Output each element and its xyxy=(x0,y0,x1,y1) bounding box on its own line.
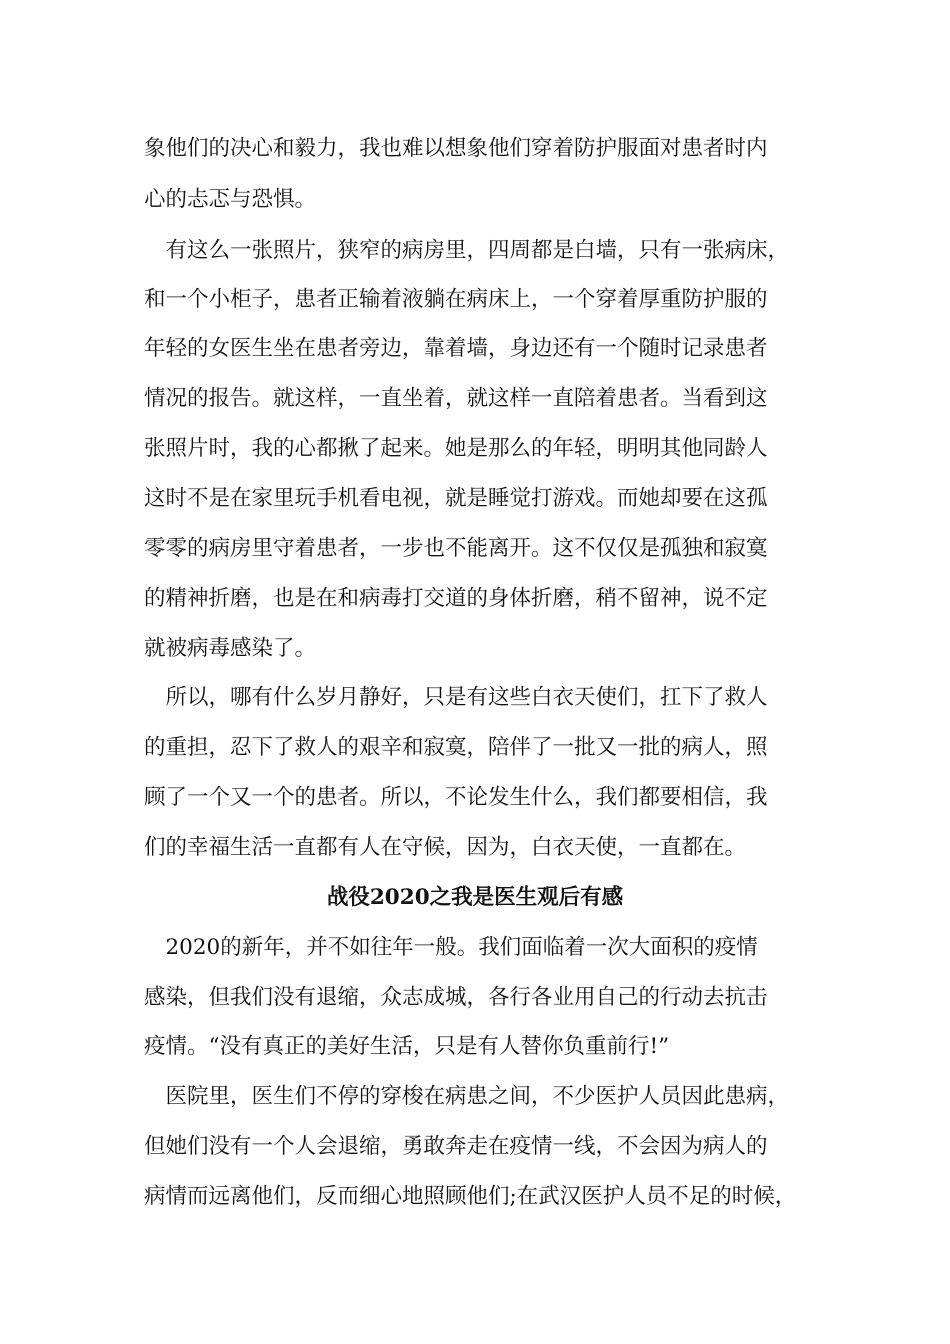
text-line: 年轻的女医生坐在患者旁边，靠着墙，身边还有一个随时记录患者 xyxy=(144,336,768,361)
text-line: 零零的病房里守着患者，一步也不能离开。这不仅仅是孤独和寂寞 xyxy=(144,536,768,561)
text-line: 就被病毒感染了。 xyxy=(144,636,317,661)
text-line: 的重担，忍下了救人的艰辛和寂寞，陪伴了一批又一批的病人，照 xyxy=(144,735,768,760)
text-line: 情况的报告。就这样，一直坐着，就这样一直陪着患者。当看到这 xyxy=(144,386,768,411)
text-line: 顾了一个又一个的患者。所以，不论发生什么，我们都要相信，我 xyxy=(144,785,768,810)
text-line: 象他们的决心和毅力，我也难以想象他们穿着防护服面对患者时内 xyxy=(144,136,768,161)
section-title: 战役2020之我是医生观后有感 xyxy=(326,885,624,910)
text-line: 张照片时，我的心都揪了起来。她是那么的年轻，明明其他同龄人 xyxy=(144,436,768,461)
text-line: 有这么一张照片，狭窄的病房里，四周都是白墙，只有一张病床， xyxy=(144,238,790,263)
text-line: 所以，哪有什么岁月静好，只是有这些白衣天使们，扛下了救人 xyxy=(144,685,768,710)
text-line: 病情而远离他们，反而细心地照顾他们;在武汉医护人员不足的时候， xyxy=(144,1184,797,1209)
text-line: 这时不是在家里玩手机看电视，就是睡觉打游戏。而她却要在这孤 xyxy=(144,486,768,511)
text-line: 感染，但我们没有退缩，众志成城，各行各业用自己的行动去抗击 xyxy=(144,985,768,1010)
text-line: 的精神折磨，也是在和病毒打交道的身体折磨，稍不留神，说不定 xyxy=(144,586,768,611)
text-line: 和一个小柜子，患者正输着液躺在病床上，一个穿着厚重防护服的 xyxy=(144,287,768,312)
text-line: 心的忐忑与恐惧。 xyxy=(144,187,317,212)
text-line: 疫情。“没有真正的美好生活，只是有人替你负重前行!” xyxy=(144,1034,670,1059)
text-line: 2020的新年，并不如往年一般。我们面临着一次大面积的疫情 xyxy=(144,935,758,960)
text-line: 医院里，医生们不停的穿梭在病患之间，不少医护人员因此患病， xyxy=(144,1084,790,1109)
text-line: 们的幸福生活一直都有人在守候，因为，白衣天使，一直都在。 xyxy=(144,835,747,860)
text-line: 但她们没有一个人会退缩，勇敢奔走在疫情一线，不会因为病人的 xyxy=(144,1134,768,1159)
